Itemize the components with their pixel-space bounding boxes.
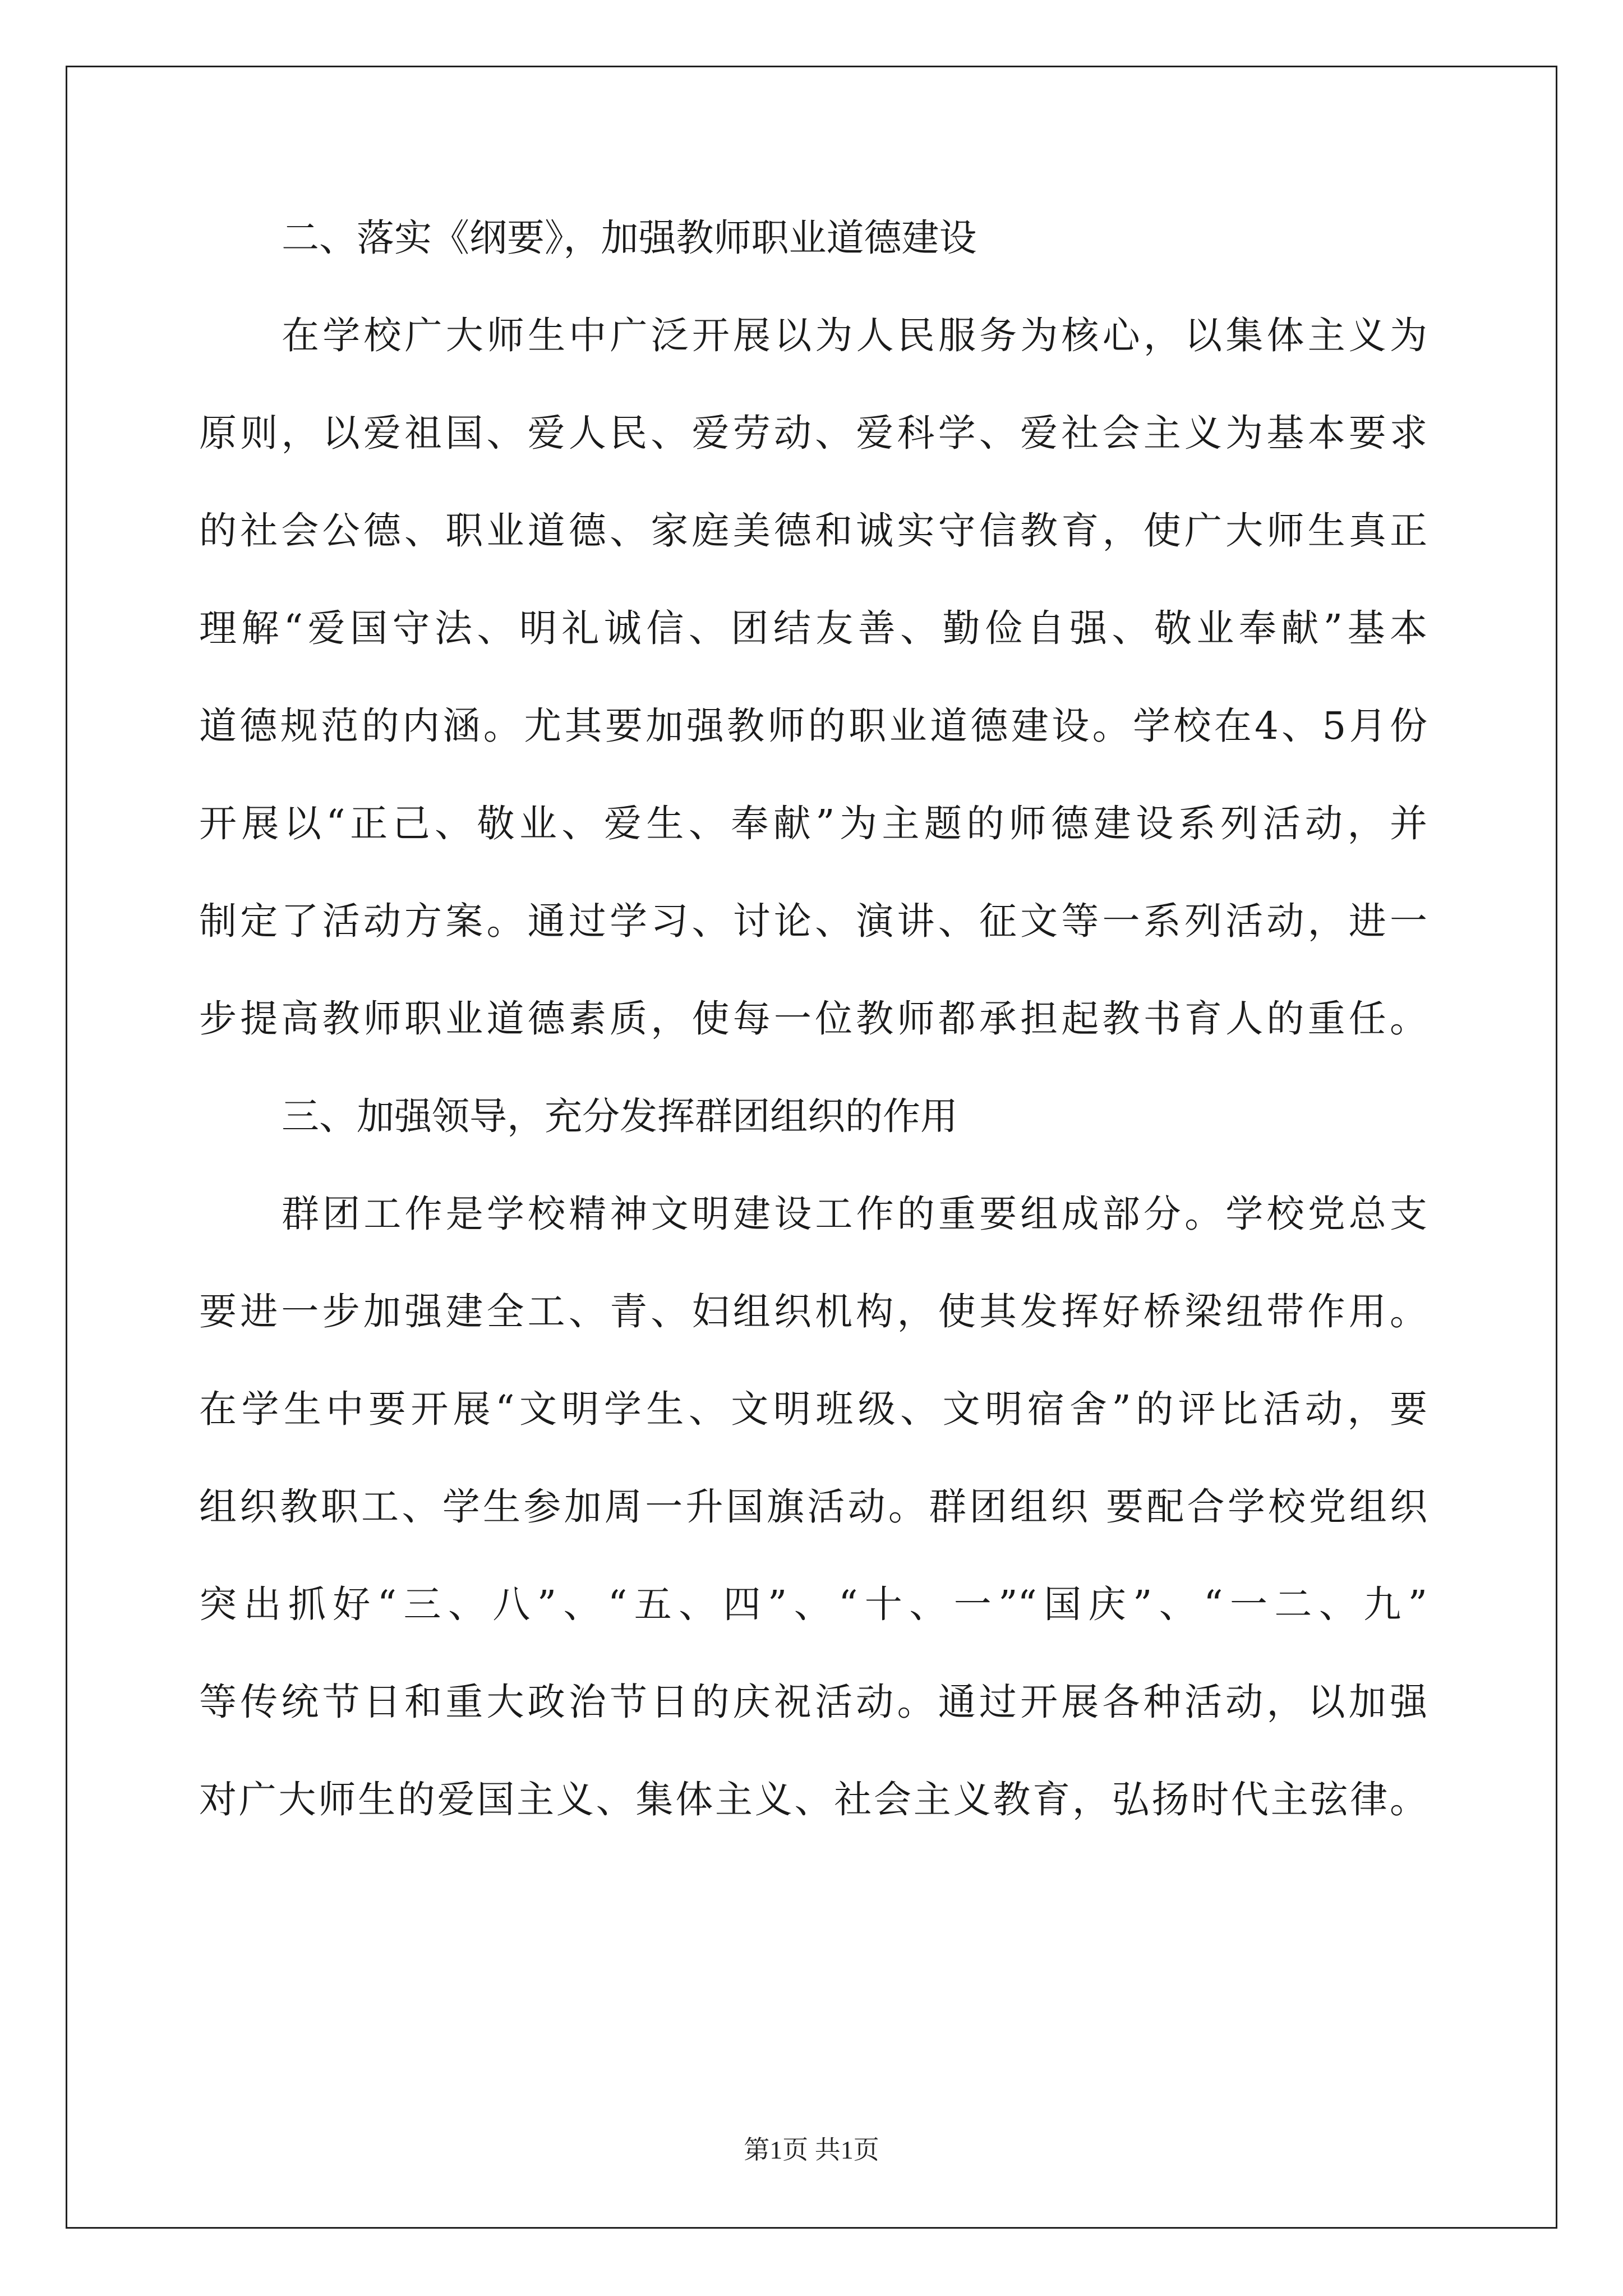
paragraph-line: 要进一步加强建全工、青、妇组织机构，使其发挥好桥梁纽带作用。 [199, 1290, 1427, 1333]
paragraph-line: 制定了活动方案。通过学习、讨论、演讲、征文等一系列活动，进一 [199, 899, 1427, 943]
paragraph-line: 开展以“正己、敬业、爱生、奉献”为主题的师德建设系列活动，并 [199, 802, 1427, 845]
paragraph-line: 组织教职工、学生参加周一升国旗活动。群团组织 要配合学校党组织 [199, 1485, 1427, 1529]
paragraph-line: 在学生中要开展“文明学生、文明班级、文明宿舍”的评比活动，要 [199, 1387, 1427, 1431]
paragraph-line: 理解“爱国守法、明礼诚信、团结友善、勤俭自强、敬业奉献”基本 [199, 606, 1427, 650]
paragraph-line: 原则，以爱祖国、爱人民、爱劳动、爱科学、爱社会主义为基本要求 [199, 411, 1427, 455]
paragraph-line: 步提高教师职业道德素质，使每一位教师都承担起教书育人的重任。 [199, 997, 1427, 1041]
paragraph-line: 对广大师生的爱国主义、集体主义、社会主义教育，弘扬时代主弦律。 [199, 1778, 1427, 1821]
page-number-footer: 第1页 共1页 [744, 2136, 879, 2164]
paragraph-line: 突出抓好“三、八”、“五、四”、“十、一”“国庆”、“一二、九” [199, 1582, 1427, 1626]
paragraph-line: 等传统节日和重大政治节日的庆祝活动。通过开展各种活动，以加强 [199, 1680, 1427, 1724]
paragraph-line: 的社会公德、职业道德、家庭美德和诚实守信教育，使广大师生真正 [199, 509, 1427, 553]
section-heading-2: 二、落实《纲要》，加强教师职业道德建设 [282, 216, 977, 260]
paragraph-line: 群团工作是学校精神文明建设工作的重要组成部分。学校党总支 [282, 1192, 1427, 1236]
paragraph-line: 在学校广大师生中广泛开展以为人民服务为核心，以集体主义为 [282, 314, 1427, 357]
document-body [199, 216, 1427, 1875]
section-heading-3: 三、加强领导，充分发挥群团组织的作用 [282, 1094, 958, 1138]
paragraph-line: 道德规范的内涵。尤其要加强教师的职业道德建设。学校在4、5月份 [199, 704, 1427, 748]
